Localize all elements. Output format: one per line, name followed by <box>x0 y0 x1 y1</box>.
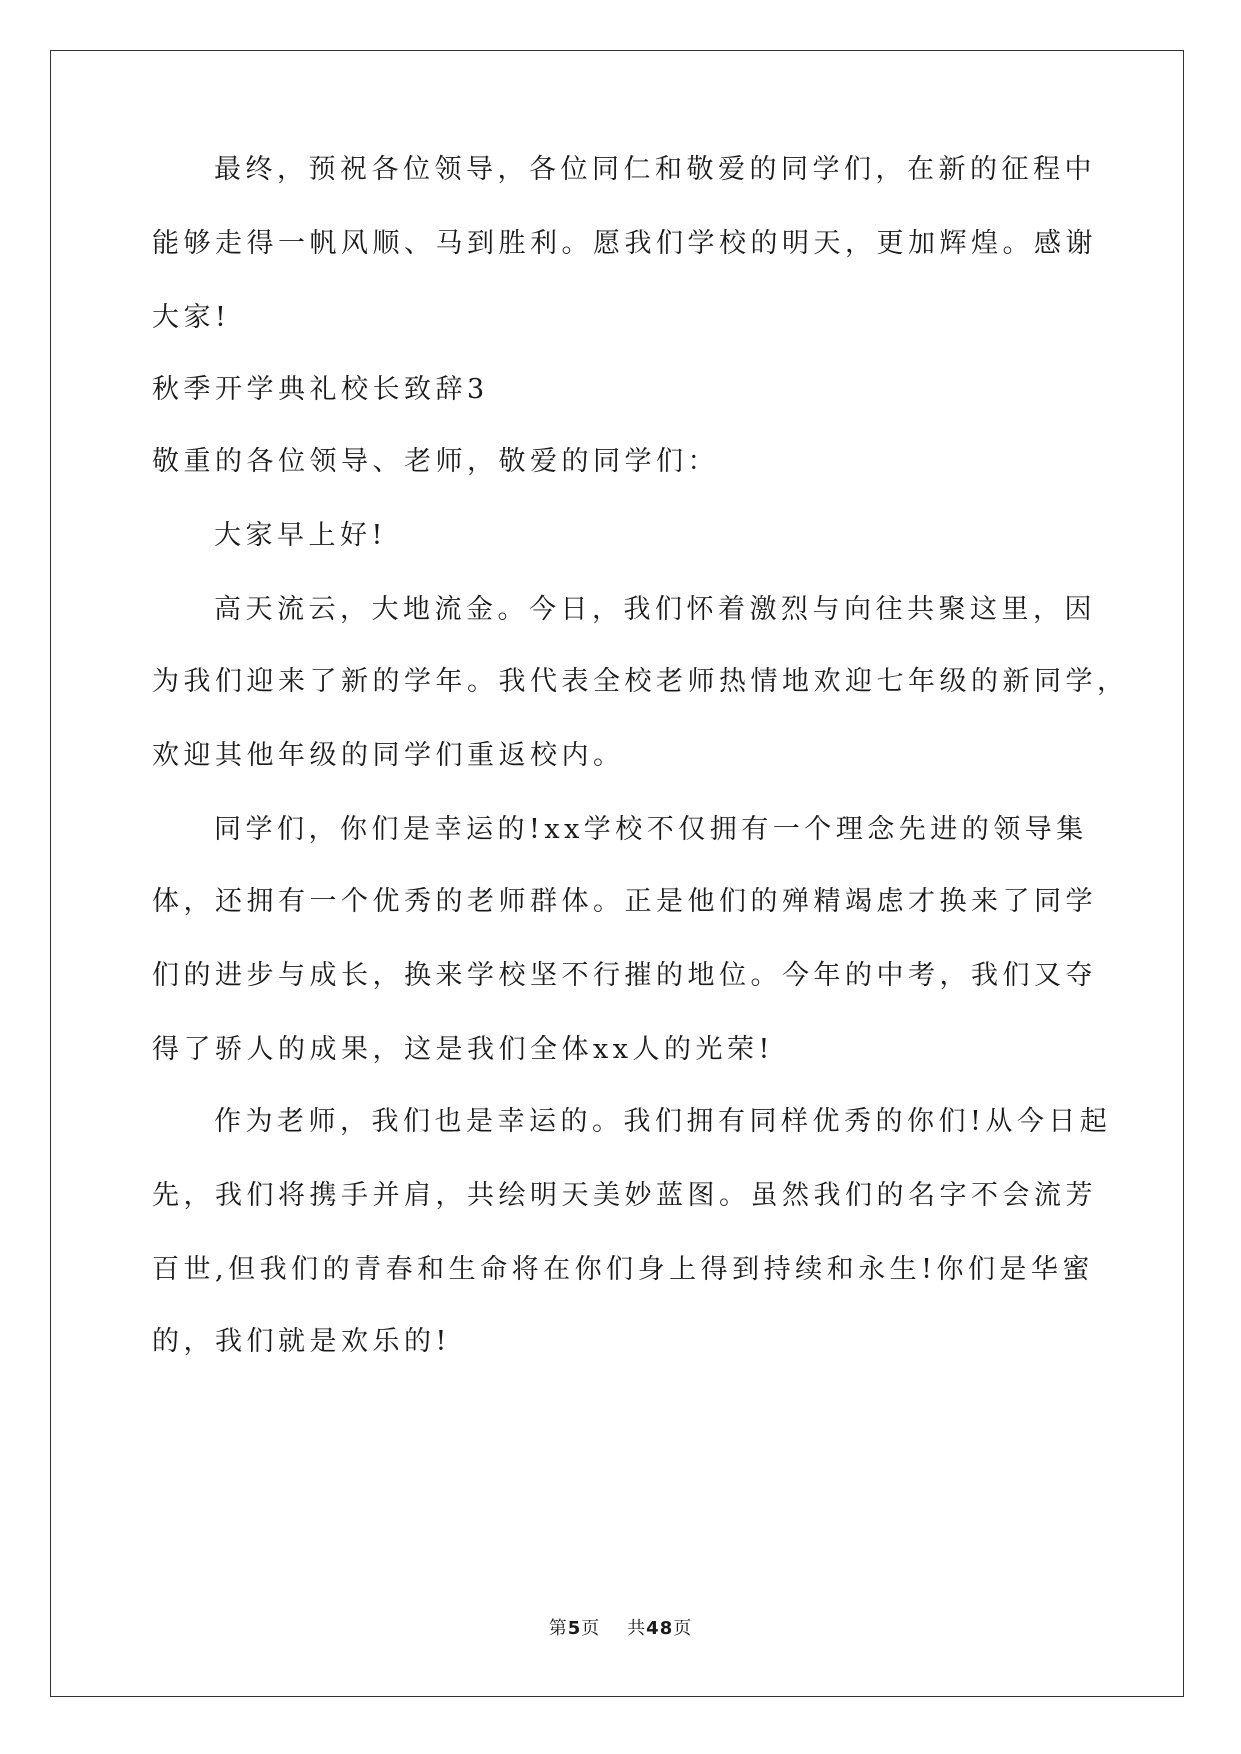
page-prefix: 第 <box>548 1618 568 1639</box>
paragraph-line: 大家早上好! <box>214 520 387 551</box>
paragraph-line: 先，我们将携手并肩，共绘明天美妙蓝图。虽然我们的名字不会流芳 <box>152 1180 1097 1211</box>
paragraph-line: 为我们迎来了新的学年。我代表全校老师热情地欢迎七年级的新同学， <box>152 666 1129 697</box>
page-suffix: 页 <box>581 1618 601 1639</box>
page-number: 5 <box>567 1618 582 1639</box>
paragraph-line: 同学们，你们是幸运的!xx学校不仅拥有一个理念先进的领导集 <box>214 814 1088 845</box>
total-prefix: 共 <box>627 1618 647 1639</box>
paragraph-line: 欢迎其他年级的同学们重返校内。 <box>152 740 625 771</box>
paragraph-line: 的，我们就是欢乐的! <box>152 1326 451 1357</box>
total-pages: 48 <box>646 1618 674 1639</box>
total-suffix: 页 <box>673 1618 693 1639</box>
paragraph-line: 最终，预祝各位领导，各位同仁和敬爱的同学们，在新的征程中 <box>214 154 1096 185</box>
paragraph-line: 体，还拥有一个优秀的老师群体。正是他们的殚精竭虑才换来了同学 <box>152 886 1097 917</box>
paragraph-line: 大家! <box>152 302 231 333</box>
paragraph-line: 作为老师，我们也是幸运的。我们拥有同样优秀的你们!从今日起 <box>214 1106 1112 1137</box>
paragraph-line: 能够走得一帆风顺、马到胜利。愿我们学校的明天，更加辉煌。感谢 <box>152 228 1097 259</box>
salutation: 敬重的各位领导、老师，敬爱的同学们： <box>152 446 719 477</box>
paragraph-line: 们的进步与成长，换来学校坚不行摧的地位。今年的中考，我们又夺 <box>152 960 1097 991</box>
page-footer <box>0 1614 1241 1640</box>
paragraph-line: 高天流云，大地流金。今日，我们怀着激烈与向往共聚这里，因 <box>214 594 1096 625</box>
paragraph-line: 百世,但我们的青春和生命将在你们身上得到持续和永生!你们是华蜜 <box>152 1254 1094 1285</box>
paragraph-line: 得了骄人的成果，这是我们全体xx人的光荣! <box>152 1034 774 1065</box>
section-title: 秋季开学典礼校长致辞3 <box>152 374 489 405</box>
